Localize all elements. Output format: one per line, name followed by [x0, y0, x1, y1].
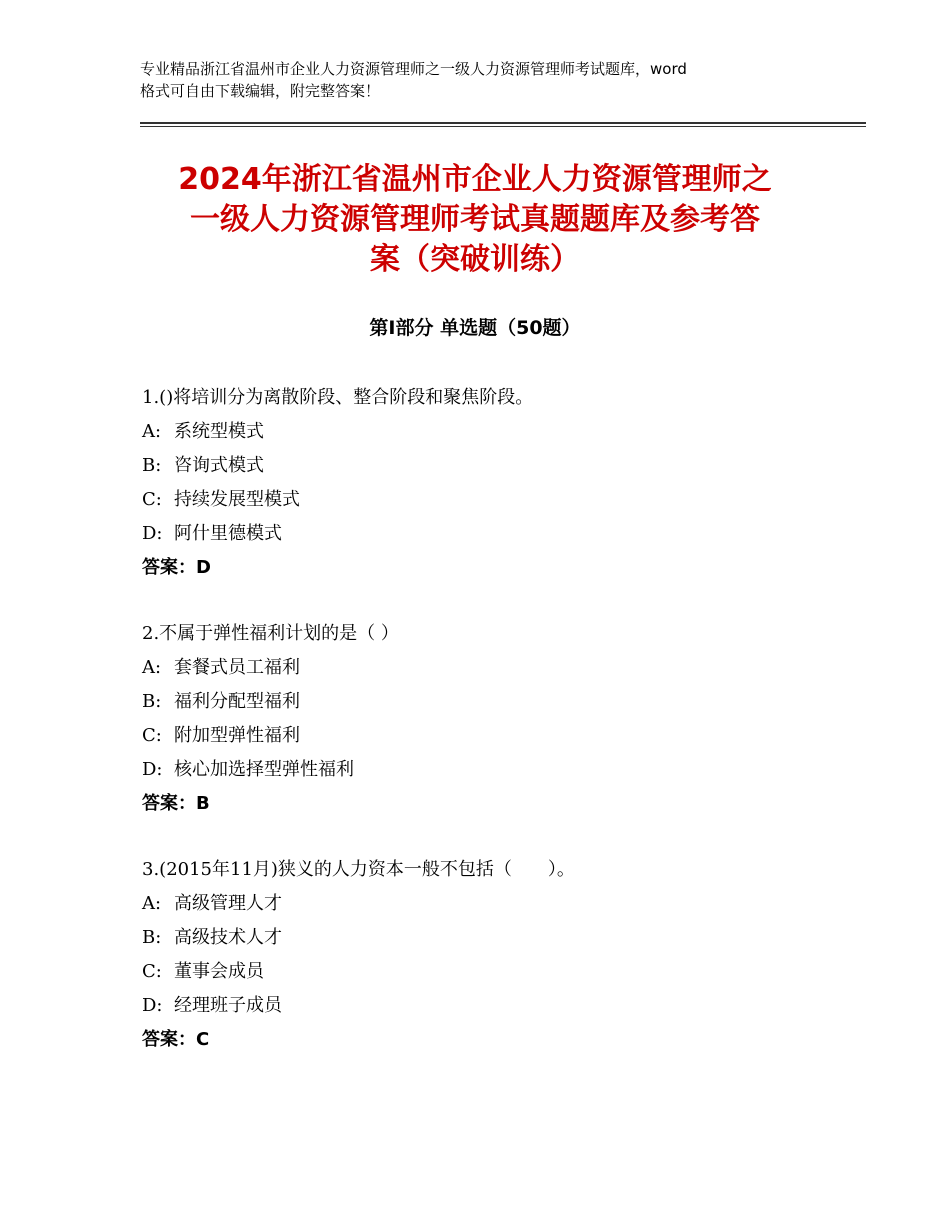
option-text: 套餐式员工福利: [174, 657, 300, 678]
question-stem: 3.(2015年11月)狭义的人力资本一般不包括（ ）。: [142, 859, 575, 880]
option-key: C:: [142, 961, 162, 982]
answer: 答案：C: [142, 1029, 210, 1050]
document-title-line-3: 案（突破训练）: [370, 242, 580, 277]
header-divider-thick: [140, 122, 866, 124]
option-text: 持续发展型模式: [174, 489, 300, 510]
option-c: [142, 719, 842, 753]
option-c: [142, 955, 842, 989]
option-key: D:: [142, 523, 163, 544]
question-2: [142, 617, 842, 821]
option-text: 高级技术人才: [174, 927, 282, 948]
question-3: [142, 853, 842, 1057]
option-key: C:: [142, 489, 162, 510]
header-note: [140, 58, 830, 102]
option-d: [142, 753, 842, 787]
option-d: [142, 989, 842, 1023]
question-stem: 1.()将培训分为离散阶段、整合阶段和聚焦阶段。: [142, 387, 534, 408]
option-text: 董事会成员: [174, 961, 264, 982]
answer: 答案：D: [142, 557, 211, 578]
option-a: [142, 651, 842, 685]
question-stem: 2.不属于弹性福利计划的是（ ）: [142, 623, 399, 644]
question-list: [142, 381, 842, 1089]
option-c: [142, 483, 842, 517]
option-key: B:: [142, 927, 162, 948]
option-a: [142, 887, 842, 921]
option-text: 附加型弹性福利: [174, 725, 300, 746]
section-title: 第Ⅰ部分 单选题（50题）: [369, 317, 581, 339]
option-text: 阿什里德模式: [174, 523, 282, 544]
document-title: [100, 160, 850, 280]
answer: 答案：B: [142, 793, 210, 814]
header-divider-thin: [140, 126, 866, 127]
option-key: A:: [142, 657, 162, 678]
document-title-line-1: 2024年浙江省温州市企业人力资源管理师之: [178, 162, 772, 197]
option-text: 核心加选择型弹性福利: [174, 759, 354, 780]
option-text: 经理班子成员: [174, 995, 282, 1016]
document-title-line-2: 一级人力资源管理师考试真题题库及参考答: [190, 202, 760, 237]
option-d: [142, 517, 842, 551]
option-key: A:: [142, 893, 162, 914]
option-key: D:: [142, 995, 163, 1016]
option-key: D:: [142, 759, 163, 780]
question-1: [142, 381, 842, 585]
option-text: 咨询式模式: [174, 455, 264, 476]
option-key: A:: [142, 421, 162, 442]
option-text: 系统型模式: [174, 421, 264, 442]
option-text: 福利分配型福利: [174, 691, 300, 712]
option-b: [142, 449, 842, 483]
option-text: 高级管理人才: [174, 893, 282, 914]
header-note-line-2: 格式可自由下载编辑，附完整答案！: [140, 82, 381, 100]
option-a: [142, 415, 842, 449]
option-b: [142, 921, 842, 955]
header-note-line-1: 专业精品浙江省温州市企业人力资源管理师之一级人力资源管理师考试题库，word: [140, 60, 687, 78]
option-key: B:: [142, 691, 162, 712]
option-key: B:: [142, 455, 162, 476]
option-key: C:: [142, 725, 162, 746]
option-b: [142, 685, 842, 719]
